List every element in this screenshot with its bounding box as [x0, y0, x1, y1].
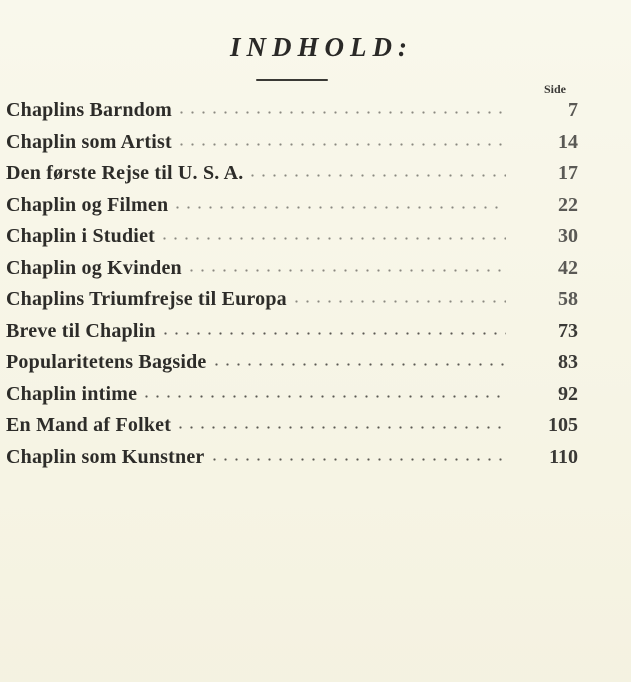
dot-leader: [205, 443, 507, 463]
title-divider: [256, 79, 328, 81]
toc-entry: [6, 316, 578, 348]
toc-entry: [6, 284, 578, 316]
dot-leader: [182, 254, 506, 274]
toc-entry-title: Chaplin i Studiet: [6, 225, 156, 247]
toc-entry-page: 14: [558, 130, 578, 153]
toc-entry-title: Chaplin og Filmen: [6, 193, 169, 216]
toc-entry-page: 105: [548, 414, 578, 436]
toc-entry: [6, 253, 578, 285]
dot-leader: [287, 285, 506, 305]
toc-entry: [6, 379, 578, 411]
dot-leader: [243, 159, 506, 179]
page-column-label: Side: [544, 82, 567, 96]
toc-entry: [6, 190, 578, 222]
dot-leader: [137, 380, 506, 400]
toc-entry-title: En Mand af Folket: [6, 414, 172, 436]
toc-entry: [6, 127, 578, 159]
toc-entry-title: Chaplin som Kunstner: [6, 445, 205, 468]
toc-entry-page: 17: [558, 162, 578, 184]
dot-leader: [172, 96, 506, 116]
dot-leader: [171, 411, 506, 431]
toc-entry-title: Chaplin som Artist: [6, 130, 172, 153]
toc-entry: [6, 347, 578, 379]
toc-entry-title: Popularitetens Bagside: [6, 351, 207, 373]
toc-entry-title: Breve til Chaplin: [6, 319, 156, 342]
toc-entry-page: 30: [558, 225, 578, 247]
toc-entry-page: 83: [558, 351, 578, 373]
toc-entry: [6, 410, 578, 442]
toc-entry: [6, 158, 578, 190]
dot-leader: [155, 222, 506, 242]
toc-entry-page: 110: [549, 445, 578, 468]
toc-entry: [6, 95, 578, 127]
toc-entry: [6, 442, 578, 474]
toc-entry-page: 42: [558, 256, 578, 279]
dot-leader: [168, 191, 506, 211]
toc-entry-page: 73: [558, 319, 578, 342]
toc-entry-title: Chaplins Barndom: [6, 99, 173, 121]
toc-entry-page: 22: [558, 193, 578, 216]
toc-entry-title: Chaplin og Kvinden: [6, 256, 182, 279]
toc-entry: [6, 221, 578, 253]
dot-leader: [207, 348, 506, 368]
page-title: INDHOLD:: [230, 32, 413, 62]
toc-entry-title: Den første Rejse til U. S. A.: [6, 162, 244, 184]
dot-leader: [172, 128, 506, 148]
toc-entry-title: Chaplin intime: [6, 382, 138, 405]
toc-entry-page: 58: [558, 288, 578, 310]
toc-entry-page: 7: [568, 99, 578, 121]
table-of-contents: [6, 95, 578, 473]
toc-entry-page: 92: [558, 382, 578, 405]
dot-leader: [156, 317, 506, 337]
toc-entry-title: Chaplins Triumfrejse til Europa: [6, 288, 287, 310]
